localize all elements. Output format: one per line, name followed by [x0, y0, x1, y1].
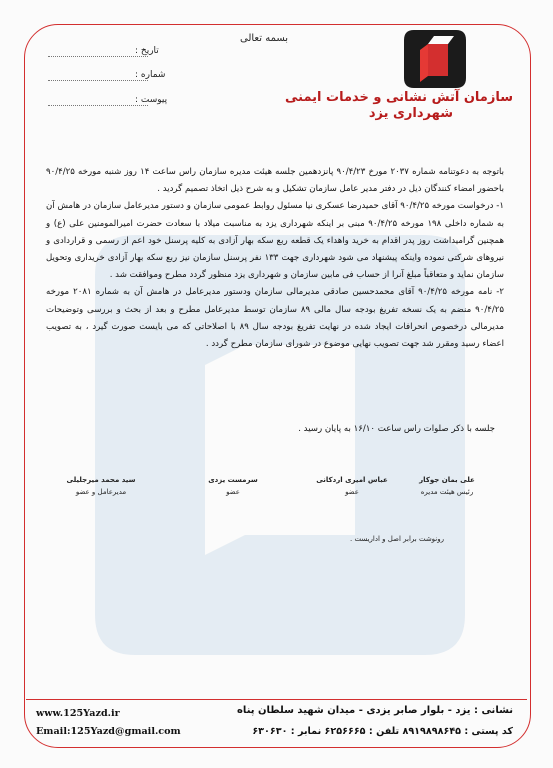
signatory-role: عضو	[345, 488, 359, 496]
municipality-name: شهرداری یزد	[368, 106, 453, 121]
minutes-body	[46, 164, 504, 353]
signatory-role: مدیرعامل و عضو	[75, 488, 127, 496]
intro-paragraph: باتوجه به دعوتنامه شماره ۲۰۳۷ مورخ ۹۰/۴/۲۳ پانزدهمین جلسه هیئت مدیره سازمان راس ساعت ۱۴ روز شنبه مورخه ۹۰/۴/۲۵ باحضور امضاء کنندگان ذیل در دفتر مدیر عامل سازمان تشکیل و به شرح ذیل اتخاذ تصمیم گردید .	[46, 167, 504, 195]
date-label: تاریخ :	[135, 46, 159, 56]
signature-block	[297, 474, 407, 498]
resolution-item-2: ۲- نامه مورخه ۹۰/۴/۲۵ آقای محمدحسین صادقی مدیرمالی سازمان ودستور مدیرعامل در هامش آن به شماره ۲۰۸۱ مورخه ۹۰/۴/۲۵ منضم به یک نسخه تفریغ بودجه سال مالی ۸۹ سازمان توسط مدیرعامل مطرح و بعد از بحث و بررسی وتوضیحات مدیرمالی درخصوص انحرافات ایجاد شده در نهایت تفریغ بودجه سال ۸۹ با اصلاحاتی که می بایست صورت گیرد ، به تصویب اعضاء رسید ومقرر شد جهت تصویب نهایی موضوع در شورای سازمان مطرح گردد .	[46, 287, 504, 350]
attachment-field-line	[48, 105, 148, 106]
fire-department-logo-icon	[404, 30, 466, 88]
signatory-name: سید محمد میرجلیلی	[66, 476, 136, 484]
footer-contact-numbers: کد پستی : ۸۹۱۹۸۹۸۶۴۵ تلفن : ۶۲۵۶۶۶۵ نمابر : ۶۳۰۶۳۰	[252, 726, 513, 737]
date-field-line	[48, 56, 148, 57]
attachment-label: پیوست :	[135, 95, 168, 105]
footer-divider	[26, 699, 527, 700]
signatory-name: عباس امیری اردکانی	[316, 476, 388, 484]
closing-statement: جلسه با ذکر صلوات راس ساعت ۱۶/۱۰ به پایان رسید .	[298, 424, 495, 434]
signature-block	[392, 474, 502, 498]
signatory-name: علی بمان جوکار	[419, 476, 475, 484]
resolution-item-1: ۱- درخواست مورخه ۹۰/۴/۲۵ آقای حمیدرضا عسکری نیا مسئول روابط عمومی سازمان و دستور مدیرعامل سازمان در هامش آن به شماره داخلی ۱۹۸ مورخه ۹۰/۴/۲۵ مبنی بر اینکه شهرداری یزد به مناسبت میلاد با سعادت حضرت امیرالمومنین علی (ع) و همچنین گرامیداشت روز پدر اقدام به خرید واهداء یک قطعه ربع سکه بهار آزادی به کلیه پرسنل خود اعم از رسمی و قراردادی و نیروهای شرکتی نموده واینکه پیشنهاد می شود شهرداری جهت ۱۳۳ نفر پرسنل سازمان نیز ربع سکه بهار آزادی خریداری وتحویل سازمان نماید و متعاقباً مبلغ آنرا از حساب فی مابین سازمان و شهرداری یزد منظور گردد مطرح وموافقت شد .	[46, 201, 504, 281]
certified-copy-note: رونوشت برابر اصل و اداریست .	[350, 535, 445, 543]
signature-block	[46, 474, 156, 498]
number-label: شماره :	[135, 70, 166, 80]
number-field-line	[48, 80, 148, 81]
signatory-role: رئیس هیئت مدیره	[420, 488, 474, 496]
signatory-role: عضو	[226, 488, 240, 496]
signatory-name: سرمست یزدی	[208, 476, 258, 484]
footer-website-link[interactable]: www.125Yazd.ir	[36, 708, 120, 719]
signature-block	[178, 474, 288, 498]
footer-email-link[interactable]: Email:125Yazd@gmail.com	[36, 726, 181, 737]
footer-address: نشانی : یزد - بلوار صابر یزدی - میدان شهید سلطان پناه	[237, 705, 513, 716]
organization-name: سازمان آتش نشانی و خدمات ایمنی	[284, 90, 513, 105]
bismillah-heading: بسمه تعالی	[240, 33, 289, 44]
